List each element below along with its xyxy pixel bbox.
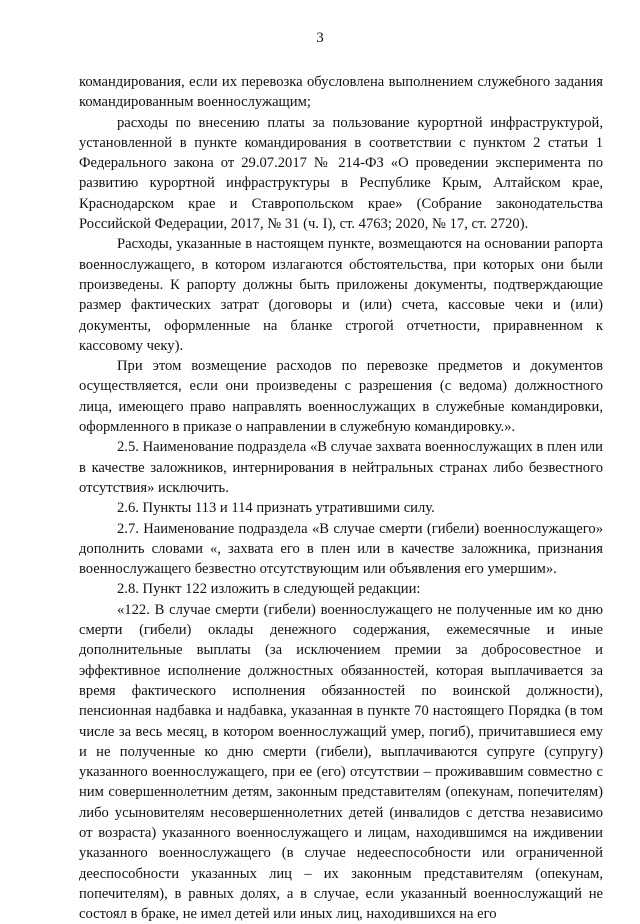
paragraph-transport-permission: При этом возмещение расходов по перевозке предметов и документов осуществляется, если они произведены с разрешения (с ведома) должностного лица, имеющего право направлять военнослужащих в служебные командировки, оформленного в приказе о направлении в служебную командировку.». [79,358,603,436]
page-number: 3 [316,30,324,46]
paragraph-item-2-8: 2.8. Пункт 122 изложить в следующей редакции: [117,581,421,598]
paragraph-continuation: командирования, если их перевозка обусловлена выполнением служебного задания командированным военнослужащим; [79,74,603,111]
paragraph-item-2-5: 2.5. Наименование подраздела «В случае захвата военнослужащих в плен или в качестве заложников, интернирования в нейтральных странах либо безвестного отсутствия» исключить. [79,439,603,496]
paragraph-item-2-7: 2.7. Наименование подраздела «В случае смерти (гибели) военнослужащего» дополнить словами «, захвата его в плен или в качестве заложника, признания военнослужащего безвестно отсутствующим или объявления его умершим». [79,520,603,578]
paragraph-reimbursement-report: Расходы, указанные в настоящем пункте, возмещаются на основании рапорта военнослужащего, в котором излагаются обстоятельства, при которых они были произведены. К рапорту должны быть приложены документы, подтверждающие размер фактических затрат (договоры и (или) счета, кассовые чеки и (или) документы, оформленные на бланке строгой отчетности, приравненном к кассовому чеку). [79,236,603,354]
paragraph-item-2-6: 2.6. Пункты 113 и 114 признать утратившими силу. [117,500,435,517]
document-body [79,72,603,924]
paragraph-resort-fee: расходы по внесению платы за пользование курортной инфраструктурой, установленной в пункте командирования в соответствии с пунктом 2 статьи 1 Федерального закона от 29.07.2017 № 214-ФЗ «О проведении эксперимента по развитию курортной инфраструктуры в Республике Крым, Алтайском крае, Краснодарском крае и Ставропольском крае» (Собрание законодательства Российской Федерации, 2017, № 31 (ч. I), ст. 4763; 2020, № 17, ст. 2720). [79,114,603,233]
paragraph-item-122: «122. В случае смерти (гибели) военнослужащего не полученные им ко дню смерти (гибели) оклады денежного содержания, ежемесячные и иные дополнительные выплаты (за исключением премии за добросовестное и эффективное исполнение должностных обязанностей, которая выплачивается за время фактического исполнения обязанностей по воинской должности), пенсионная надбавка и надбавка, указанная в пункте 70 настоящего Порядка (в том числе за весь месяц, в котором военнослужащий умер, погиб), причитавшиеся ему и не полученные ко дню смерти (гибели), выплачиваются супруге (супругу) указанного военнослужащего, при ее (его) отсутствии – проживавшим совместно с ним совершеннолетним детям, законным представителям (опекунам, попечителям) либо усыновителям несовершеннолетних детей (инвалидов с детства независимо от возраста) указанного военнослужащего и лицам, находившимся на иждивении указанного военнослужащего (в случае недееспособности или ограниченной дееспособности указанных лиц – их законным представителям (опекунам, попечителям), в равных долях, а в случае, если указанный военнослужащий не состоял в браке, не имел детей или иных лиц, находившихся на его [79,601,603,923]
